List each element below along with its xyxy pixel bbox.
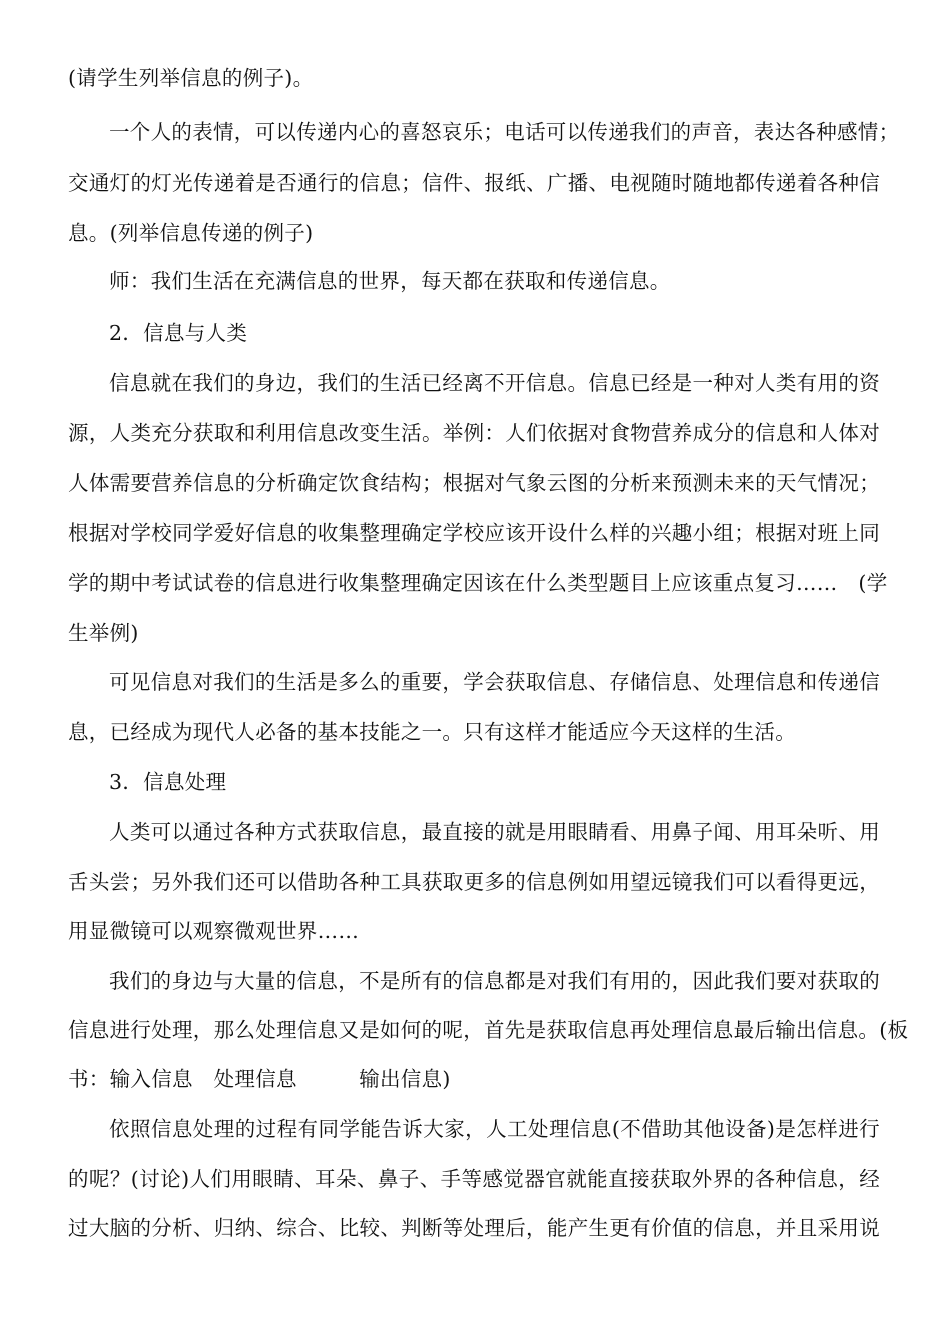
text-line: 信息进行处理，那么处理信息又是如何的呢，首先是获取信息再处理信息最后输出信息。(板 bbox=[68, 1018, 909, 1042]
text-line: 过大脑的分析、归纳、综合、比较、判断等处理后，能产生更有价值的信息，并且采用说 bbox=[68, 1216, 880, 1240]
text-line: 依照信息处理的过程有同学能告诉大家，人工处理信息(不借助其他设备)是怎样进行 bbox=[109, 1117, 880, 1141]
text-line: 舌头尝；另外我们还可以借助各种工具获取更多的信息例如用望远镜我们可以看得更远， bbox=[68, 870, 880, 894]
text-line: 根据对学校同学爱好信息的收集整理确定学校应该开设什么样的兴趣小组；根据对班上同 bbox=[68, 521, 880, 545]
text-line: 交通灯的灯光传递着是否通行的信息；信件、报纸、广播、电视随时随地都传递着各种信 bbox=[68, 171, 880, 195]
text-line: (请学生列举信息的例子)。 bbox=[68, 66, 314, 90]
text-line: 可见信息对我们的生活是多么的重要，学会获取信息、存储信息、处理信息和传递信 bbox=[109, 670, 880, 694]
section-heading: 2．信息与人类 bbox=[109, 321, 248, 345]
text-line: 一个人的表情，可以传递内心的喜怒哀乐；电话可以传递我们的声音，表达各种感情； bbox=[109, 120, 900, 144]
text-line: 息。(列举信息传递的例子) bbox=[68, 221, 314, 245]
text-line: 生举例) bbox=[68, 621, 139, 645]
text-line: 用显微镜可以观察微观世界…… bbox=[68, 919, 360, 943]
text-line: 人类可以通过各种方式获取信息，最直接的就是用眼睛看、用鼻子闻、用耳朵听、用 bbox=[109, 820, 880, 844]
text-line: 师：我们生活在充满信息的世界，每天都在获取和传递信息。 bbox=[109, 269, 671, 293]
text-line: 我们的身边与大量的信息，不是所有的信息都是对我们有用的，因此我们要对获取的 bbox=[109, 969, 880, 993]
text-line: 的呢？(讨论)人们用眼睛、耳朵、鼻子、手等感觉器官就能直接获取外界的各种信息，经 bbox=[68, 1167, 880, 1191]
text-line: 书：输入信息 处理信息 输出信息) bbox=[68, 1067, 451, 1091]
section-heading: 3．信息处理 bbox=[109, 770, 227, 794]
text-line: 息，已经成为现代人必备的基本技能之一。只有这样才能适应今天这样的生活。 bbox=[68, 720, 796, 744]
text-line: 信息就在我们的身边，我们的生活已经离不开信息。信息已经是一种对人类有用的资 bbox=[109, 371, 880, 395]
text-line: 学的期中考试试卷的信息进行收集整理确定因该在什么类型题目上应该重点复习…… (学 bbox=[68, 571, 888, 595]
text-line: 源，人类充分获取和利用信息改变生活。举例：人们依据对食物营养成分的信息和人体对 bbox=[68, 421, 880, 445]
text-line: 人体需要营养信息的分析确定饮食结构；根据对气象云图的分析来预测未来的天气情况； bbox=[68, 471, 880, 495]
